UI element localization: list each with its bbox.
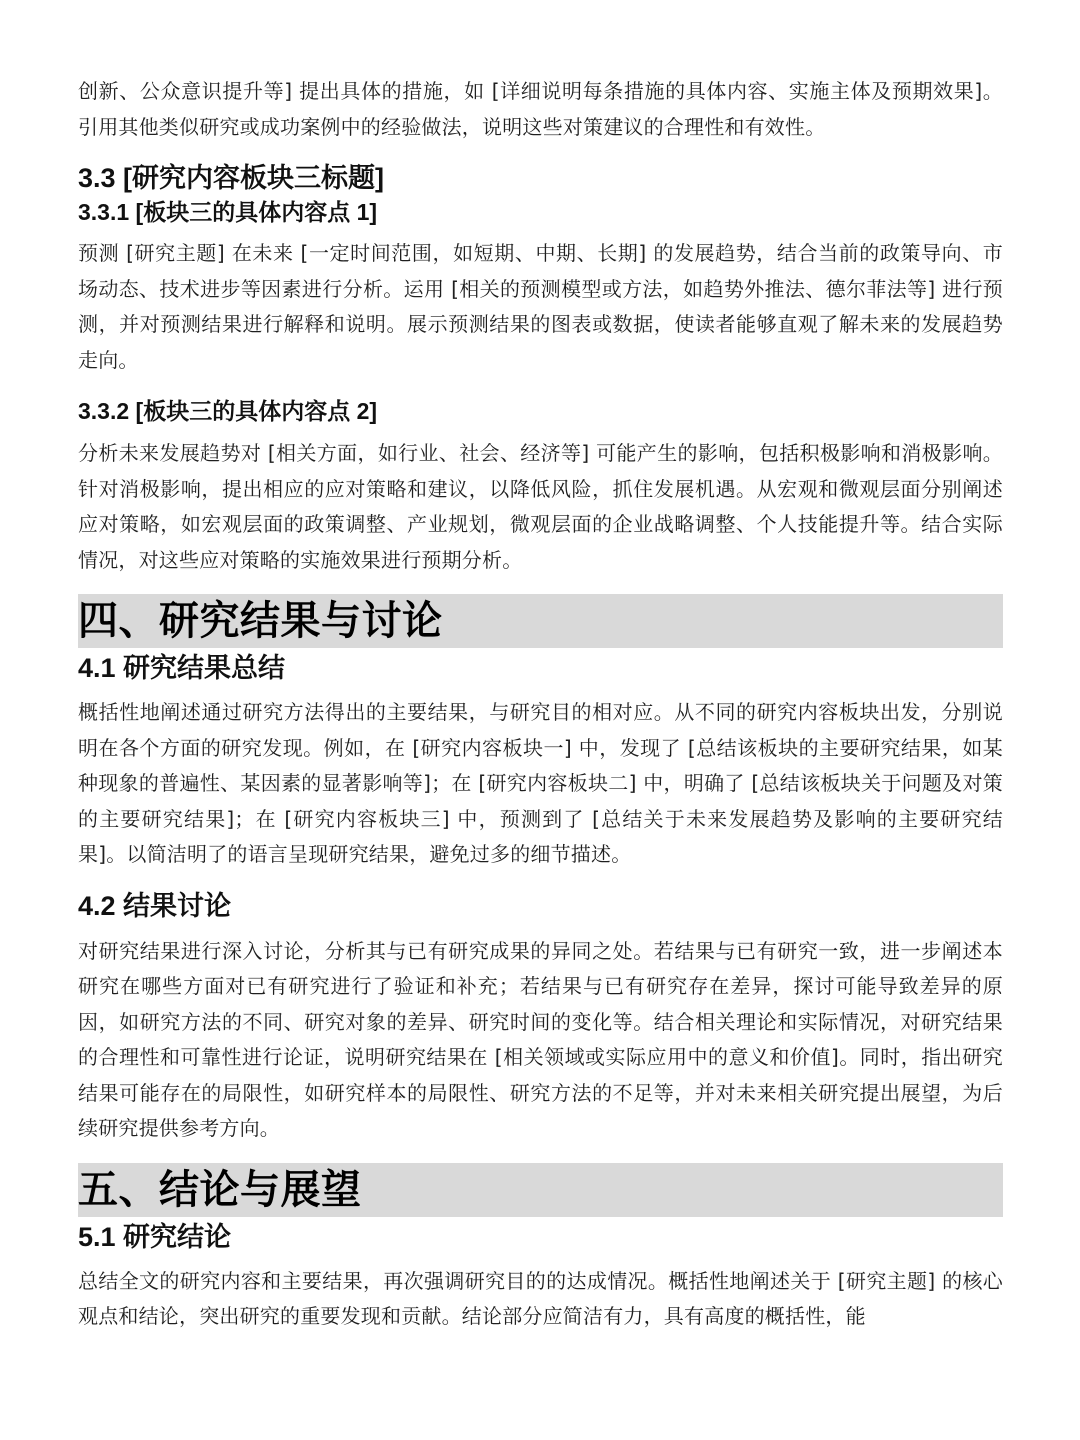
subsection-heading-3-3-2: 3.3.2 [板块三的具体内容点 2] (78, 398, 378, 424)
paragraph-5-1: 总结全文的研究内容和主要结果，再次强调研究目的的达成情况。概括性地阐述关于 [研究主题] 的核心观点和结论，突出研究的重要发现和贡献。结论部分应简洁有力，具有高度的概括性，能 (78, 1268, 1003, 1328)
chapter-heading-4: 四、研究结果与讨论 (78, 594, 1003, 648)
document-page (78, 74, 1003, 1335)
paragraph-4-1: 概括性地阐述通过研究方法得出的主要结果，与研究目的相对应。从不同的研究内容板块出发，分别说明在各个方面的研究发现。例如，在 [研究内容板块一] 中，发现了 [总结该板块的主要研究结果，如某种现象的普遍性、某因素的显著影响等]；在 [研究内容板块二] 中，明确了 [总结该板块关于问题及对策的主要研究结果]；在 [研究内容板块三] 中，预测到了 [总结关于未来发展趋势及影响的主要研究结果]。以简洁明了的语言呈现研究结果，避免过多的细节描述。 (78, 700, 1003, 866)
subsection-heading-3-3-1: 3.3.1 [板块三的具体内容点 1] (78, 199, 378, 225)
paragraph-3-3-2: 分析未来发展趋势对 [相关方面，如行业、社会、经济等] 可能产生的影响，包括积极影响和消极影响。针对消极影响，提出相应的应对策略和建议，以降低风险，抓住发展机遇。从宏观和微观层面分别阐述应对策略，如宏观层面的政策调整、产业规划，微观层面的企业战略调整、个人技能提升等。结合实际情况，对这些应对策略的实施效果进行预期分析。 (78, 441, 1003, 572)
section-heading-4-2: 4.2 结果讨论 (78, 890, 232, 921)
section-heading-3-3: 3.3 [研究内容板块三标题] (78, 163, 385, 193)
section-heading-4-1: 4.1 研究结果总结 (78, 653, 286, 683)
paragraph-countermeasures-continued: 创新、公众意识提升等] 提出具体的措施，如 [详细说明每条措施的具体内容、实施主体及预期效果]。引用其他类似研究或成功案例中的经验做法，说明这些对策建议的合理性和有效性。 (78, 79, 1003, 139)
chapter-heading-5: 五、结论与展望 (78, 1163, 1003, 1217)
paragraph-4-2: 对研究结果进行深入讨论，分析其与已有研究成果的异同之处。若结果与已有研究一致，进一步阐述本研究在哪些方面对已有研究进行了验证和补充；若结果与已有研究存在差异，探讨可能导致差异的原因，如研究方法的不同、研究对象的差异、研究时间的变化等。结合相关理论和实际情况，对研究结果的合理性和可靠性进行论证，说明研究结果在 [相关领域或实际应用中的意义和价值]。同时，指出研究结果可能存在的局限性，如研究样本的局限性、研究方法的不足等，并对未来相关研究提出展望，为后续研究提供参考方向。 (78, 938, 1003, 1140)
paragraph-3-3-1: 预测 [研究主题] 在未来 [一定时间范围，如短期、中期、长期] 的发展趋势，结合当前的政策导向、市场动态、技术进步等因素进行分析。运用 [相关的预测模型或方法，如趋势外推法、德尔菲法等] 进行预测，并对预测结果进行解释和说明。展示预测结果的图表或数据，使读者能够直观了解未来的发展趋势走向。 (78, 241, 1003, 372)
section-heading-5-1: 5.1 研究结论 (78, 1221, 232, 1252)
